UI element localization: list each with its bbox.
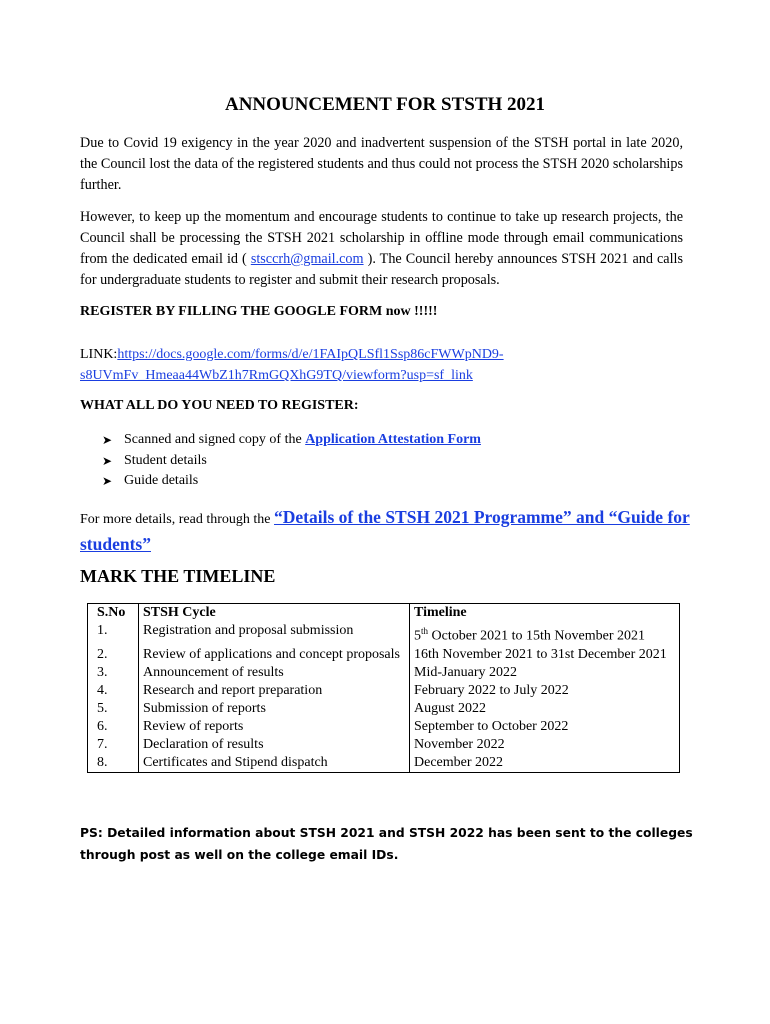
- link-prefix: LINK:: [80, 347, 118, 362]
- list-item-text: Scanned and signed copy of the: [124, 432, 302, 447]
- list-item-text: Student details: [124, 452, 207, 468]
- cell-timeline: September to October 2022: [410, 718, 680, 736]
- table-row: [88, 646, 680, 664]
- cell-cycle: Research and report preparation: [139, 682, 410, 700]
- cell-timeline: 16th November 2021 to 31st December 2021: [410, 646, 680, 664]
- timeline-text: October 2021 to 15th November 2021: [428, 628, 645, 644]
- application-form-link[interactable]: Application Attestation Form: [305, 432, 481, 447]
- cell-timeline: [410, 622, 680, 646]
- requirements-list: [102, 430, 481, 492]
- cell-timeline: February 2022 to July 2022: [410, 682, 680, 700]
- header-sno: S.No: [88, 604, 139, 623]
- cell-cycle: Submission of reports: [139, 700, 410, 718]
- table-row: [88, 622, 680, 646]
- more-details-line: [80, 505, 690, 559]
- table-row: [88, 736, 680, 754]
- paragraph-text: However, to keep up the momentum and encourage students to continue to take up research projects, the Council shall be processing the STSH 2021 scholarship in offline mode through email communications from the dedicated email id (: [80, 209, 683, 267]
- register-heading: REGISTER BY FILLING THE GOOGLE FORM now !!!!!: [80, 304, 438, 319]
- timeline-text: 5: [414, 628, 421, 644]
- arrow-bullet-icon: ➤: [102, 433, 113, 447]
- timeline-heading: MARK THE TIMELINE: [80, 566, 276, 586]
- cell-timeline: August 2022: [410, 700, 680, 718]
- list-item: [102, 430, 481, 451]
- cell-cycle: Registration and proposal submission: [139, 622, 410, 646]
- table-header-row: [88, 604, 680, 623]
- cell-sno: 8.: [88, 754, 139, 773]
- cell-sno: 5.: [88, 700, 139, 718]
- details-prefix: For more details, read through the: [80, 512, 275, 527]
- intro-paragraph: Due to Covid 19 exigency in the year 2020 and inadvertent suspension of the STSH portal in late 2020, the Council lost the data of the registered students and thus could not process the STSH 2020 scholarships further.: [80, 135, 683, 193]
- cell-cycle: Certificates and Stipend dispatch: [139, 754, 410, 773]
- timeline-table: [87, 603, 680, 773]
- table-row: [88, 664, 680, 682]
- google-form-link[interactable]: https://docs.google.com/forms/d/e/1FAIpQLSfl1Ssp86cFWWpND9-: [117, 347, 504, 362]
- cell-cycle: Review of reports: [139, 718, 410, 736]
- table-row: [88, 718, 680, 736]
- cell-sno: 3.: [88, 664, 139, 682]
- paragraph-text: ). The Council hereby announces STSH 2021 and calls for undergraduate students to register and submit their research proposals.: [80, 251, 683, 288]
- table-row: [88, 682, 680, 700]
- cell-cycle: Announcement of results: [139, 664, 410, 682]
- requirements-heading: WHAT ALL DO YOU NEED TO REGISTER:: [80, 398, 359, 413]
- list-item-text: Guide details: [124, 473, 199, 488]
- cell-timeline: December 2022: [410, 754, 680, 773]
- table-row: [88, 700, 680, 718]
- ps-note: PS: Detailed information about STSH 2021 and STSH 2022 has been sent to the colleges through post as well on the college email IDs.: [80, 826, 693, 862]
- arrow-bullet-icon: ➤: [102, 453, 113, 468]
- cell-sno: 4.: [88, 682, 139, 700]
- cell-cycle: Review of applications and concept proposals: [139, 646, 410, 664]
- cell-timeline: November 2022: [410, 736, 680, 754]
- google-form-link-continued[interactable]: s8UVmFv_Hmeaa44WbZ1h7RmGQXhG9TQ/viewform?usp=sf_link: [80, 368, 473, 383]
- table-row: [88, 754, 680, 773]
- programme-details-link[interactable]: “Details of the STSH 2021 Programme” and “Guide for students”: [80, 507, 690, 554]
- cell-sno: 7.: [88, 736, 139, 754]
- list-item: [102, 471, 481, 492]
- page-title: ANNOUNCEMENT FOR STSTH 2021: [224, 94, 546, 115]
- list-item: [102, 451, 481, 472]
- header-timeline: Timeline: [410, 604, 680, 623]
- offline-mode-paragraph: [80, 207, 683, 291]
- cell-sno: 6.: [88, 718, 139, 736]
- cell-sno: 2.: [88, 646, 139, 664]
- cell-sno: 1.: [88, 622, 139, 646]
- email-link[interactable]: stsccrh@gmail.com: [250, 251, 364, 267]
- cell-timeline: Mid-January 2022: [410, 664, 680, 682]
- cell-cycle: Declaration of results: [139, 736, 410, 754]
- google-form-link-block: [80, 344, 640, 386]
- ordinal-suffix: th: [421, 626, 429, 636]
- header-cycle: STSH Cycle: [139, 604, 410, 623]
- arrow-bullet-icon: ➤: [102, 474, 113, 488]
